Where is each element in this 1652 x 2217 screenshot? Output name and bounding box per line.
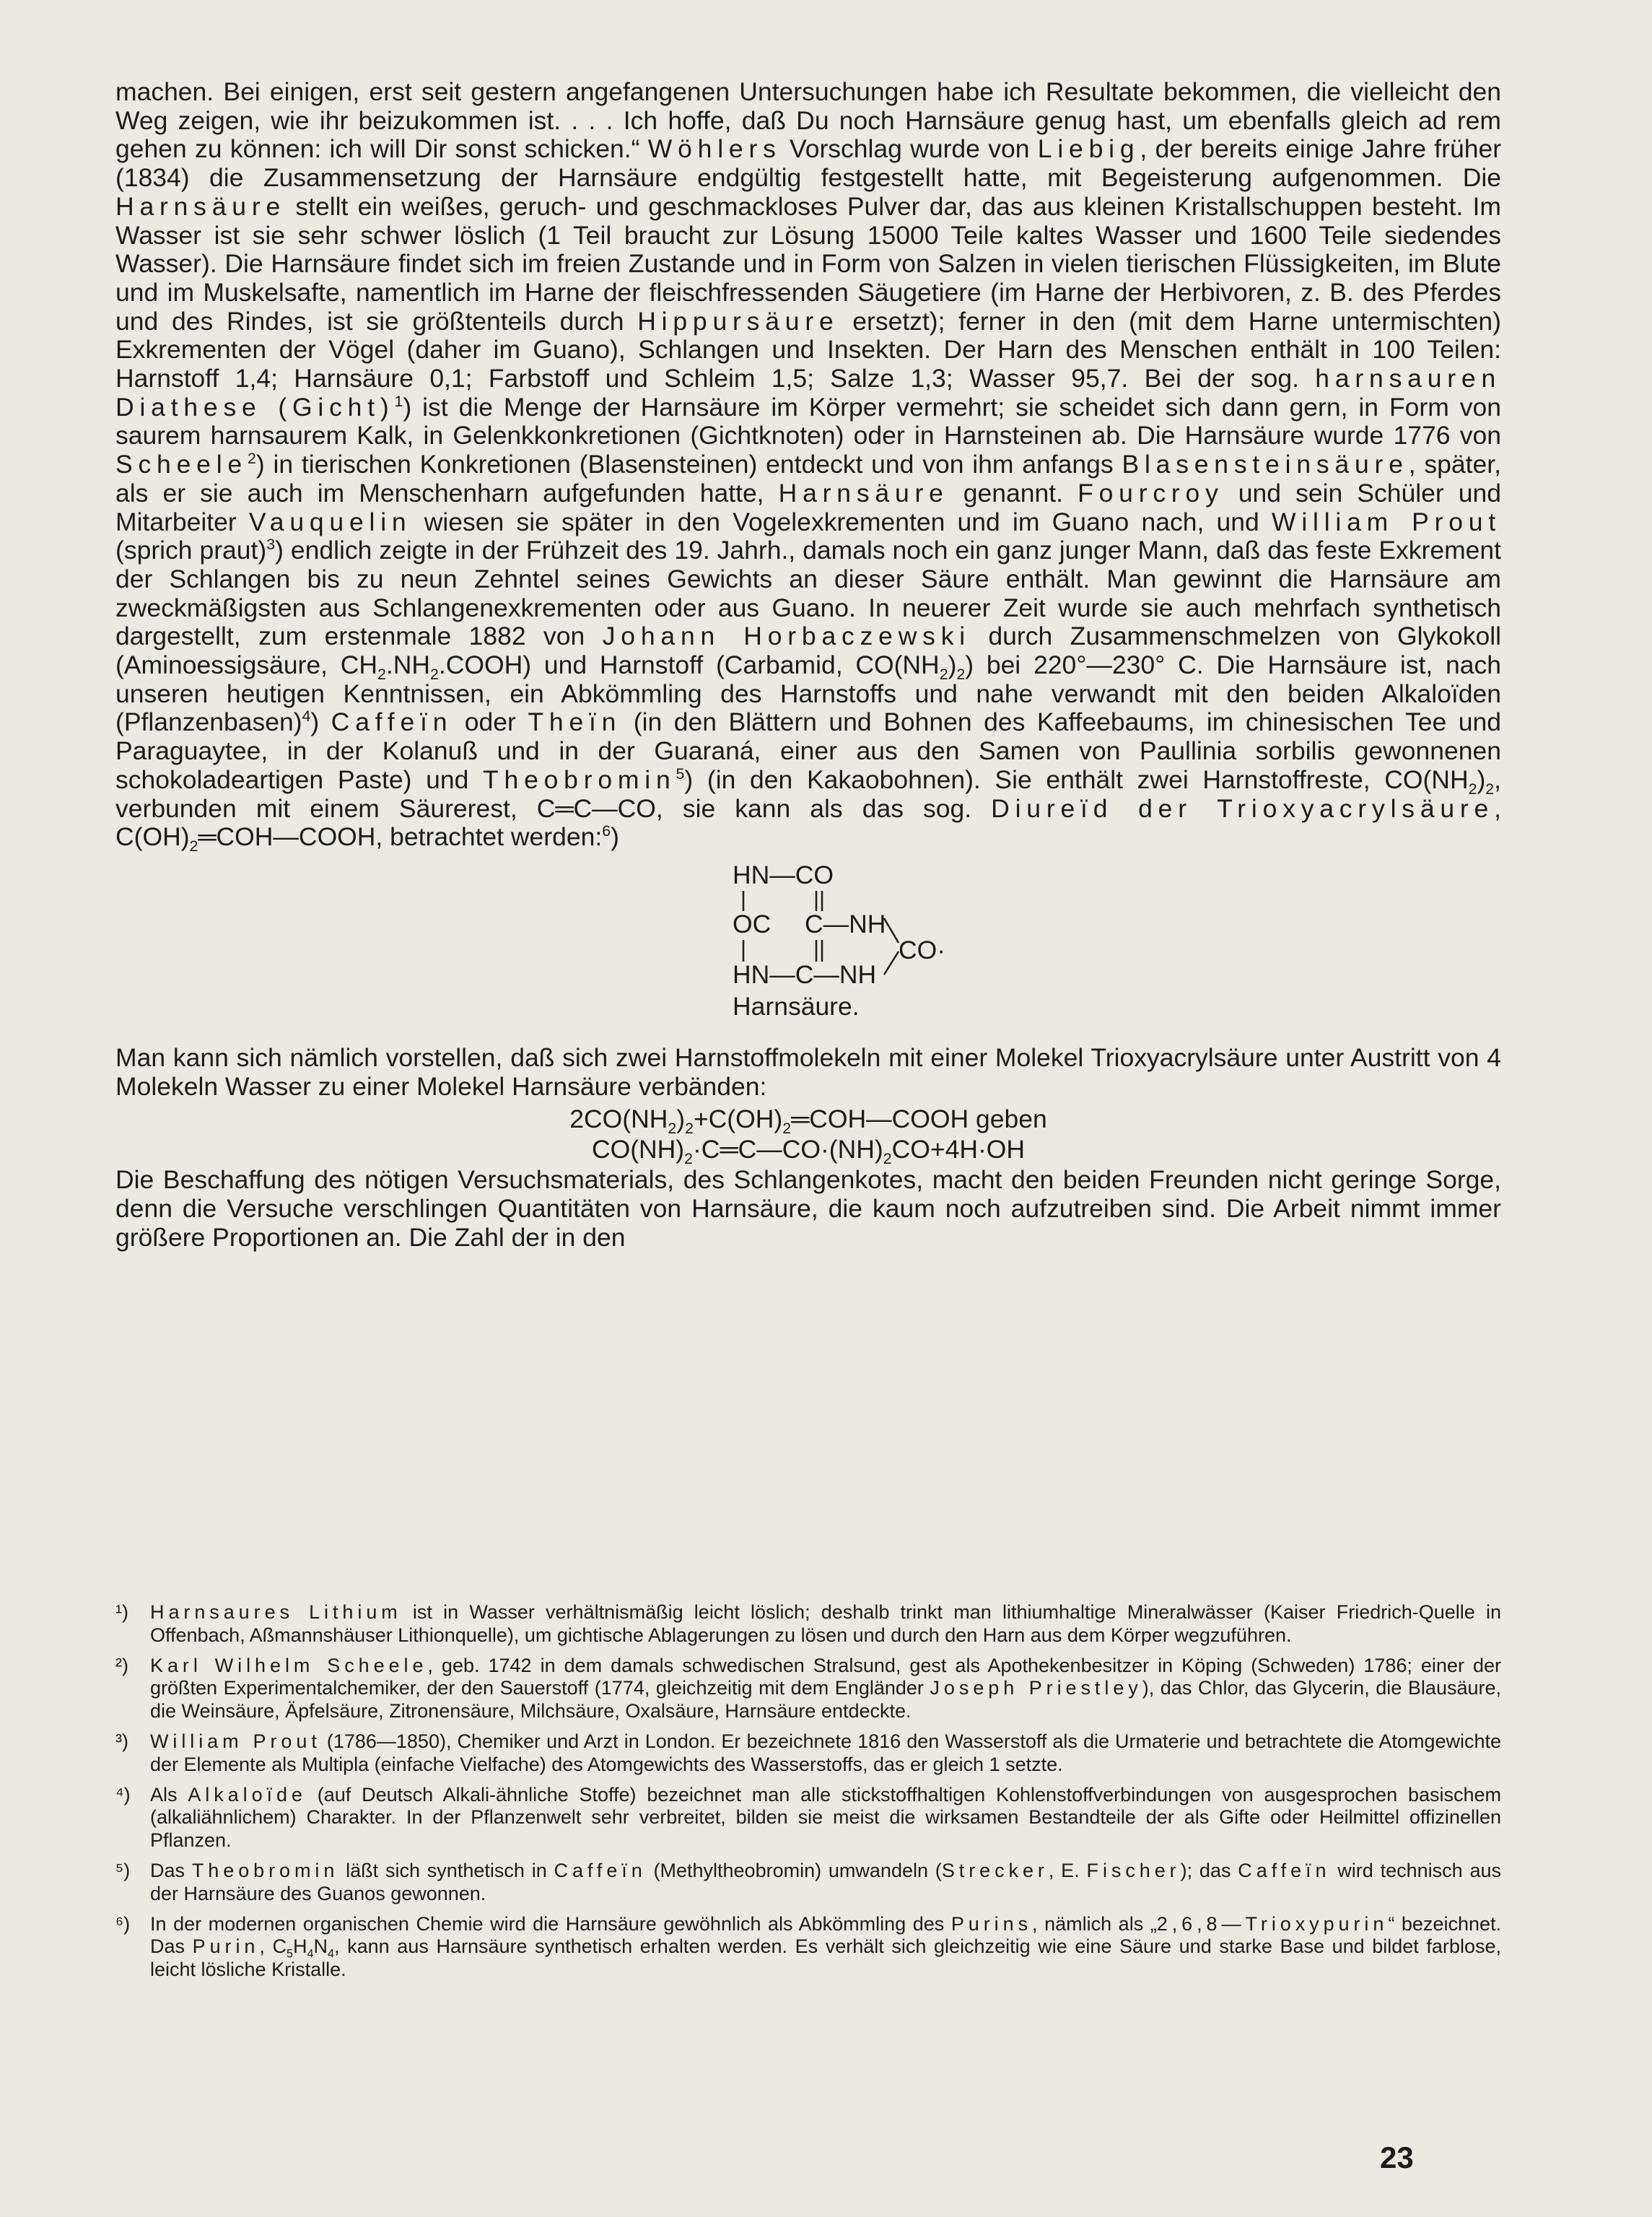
footnote-1: ¹) Harnsaures Lithium ist in Wasser verhältnismäßig leicht löslich; deshalb trinkt man lithiumhaltige Mineralwässer (Kaiser Friedrich-Quelle in Offenbach, Aßmannshäuser Lithionquelle), um gichtische Ablagerungen zu lösen und durch den Harn aus dem Körper wegzuführen. <box>115 1601 1501 1646</box>
bond-nh-co-top <box>884 918 899 943</box>
body-paragraph-2: Man kann sich nämlich vorstellen, daß sich zwei Harnstoffmolekeln mit einer Molekel Trioxyacrylsäure unter Austritt von 4 Molekeln Wasser zu einer Molekel Harnsäure verbänden: <box>115 1042 1501 1101</box>
term-caffein: Caffeïn <box>331 707 453 737</box>
footnote-ref-3: 3 <box>266 536 276 554</box>
footnote-ref-2: 2 <box>247 450 256 468</box>
footnote-5: ⁵) Das Theobromin läßt sich synthetisch in Caffeïn (Methyltheobromin) umwandeln (Strecker, E. Fischer); das Caffeïn wird technisch aus der Harnsäure des Guanos gewonnen. <box>115 1859 1502 1904</box>
footnote-ref-4: 4 <box>302 707 311 726</box>
term-diureid: Diureïd der Trioxyacrylsäure <box>991 793 1495 823</box>
equation-line-2: $CO(NH)_2\cdot C═C—CO\cdot(NH)_2CO+4H\cdot OH$ <box>591 1135 1026 1168</box>
term-thein: Theïn <box>528 707 622 737</box>
name-scheele: Scheele <box>115 450 248 479</box>
bond-nh-co-bottom <box>884 951 899 975</box>
formula-row-4: HN—C—NH <box>733 959 877 989</box>
footnote-3: ³) William Prout (1786—1850), Chemiker und Arzt in London. Er bezeichnete 1816 den Wasserstoff als die Urmaterie und betrachtete die Atomgewichte der Elemente als Multipla (einfache Vielfache) des Atomgewichts des Wasserstoffs, das er gleich 1 setzte. <box>115 1730 1501 1775</box>
name-woehler: Wöhlers <box>647 134 782 164</box>
body-paragraph-3: Die Beschaffung des nötigen Versuchsmaterials, des Schlangenkotes, macht den beiden Freunden nicht geringe Sorge, denn die Versuche verschlingen Quantitäten von Harnsäure, die kaum noch aufzutreiben sind. Die Arbeit nimmt immer größere Proportionen an. Die Zahl der in den <box>115 1165 1501 1252</box>
main-text <box>115 78 1501 1253</box>
footnote-4: ⁴) Als Alkaloïde (auf Deutsch Alkali-ähnliche Stoffe) bezeichnet man alle stickstoffhaltigen Kohlenstoffverbindungen von ausgesprochen basischem (alkaliähnlichem) Charakter. In der Pflanzenwelt sehr verbreitet, bilden sie meist die wirksamen Bestandteile der als Gifte oder Heilmittel offizinellen Pflanzen. <box>115 1783 1501 1852</box>
term-harnsaeure: Harnsäure <box>115 191 287 221</box>
term-blasensteinsaeure: Blasensteinsäure <box>1122 450 1409 479</box>
name-prout: William Prout <box>1272 507 1501 536</box>
term-theobromin: Theobromin <box>483 765 676 794</box>
reaction-equation <box>115 1104 1501 1168</box>
formula-row-3: CO· <box>899 935 946 964</box>
uric-acid-structural-formula <box>115 856 1501 1042</box>
page-number: 23 <box>1380 2140 1414 2174</box>
term-harnsaeure-2: Harnsäure <box>778 478 949 508</box>
footnote-ref-6: 6 <box>602 822 611 840</box>
footnotes <box>115 1601 1501 1989</box>
name-horbaczewski: Johann Horbaczewski <box>602 622 971 651</box>
term-diathese: harnsauren Diathese (Gicht) <box>115 364 1501 422</box>
equation-line-1: $2CO(NH_2)_2+C(OH)_2═COH—COOH$ geben <box>569 1105 1047 1138</box>
formula-row-1: HN—CO <box>733 860 834 889</box>
name-fourcroy: Fourcroy <box>1078 478 1224 508</box>
formula-row-2a: OC <box>733 909 772 938</box>
footnote-2: ²) Karl Wilhelm Scheele, geb. 1742 in dem damals schwedischen Stralsund, gest als Apothekenbesitzer in Köping (Schweden) 1786; einer der größten Experimentalchemiker, der den Sauerstoff (1774, gleichzeitig mit dem Engländer Joseph Priestley), das Chlor, das Glycerin, die Blausäure, die Weinsäure, Äpfelsäure, Zitronensäure, Milchsäure, Oxalsäure, Harnsäure entdeckte. <box>115 1654 1501 1722</box>
formula-row-2b: C—NH <box>805 909 886 938</box>
name-vauquelin: Vauquelin <box>248 507 412 536</box>
footnote-ref-5: 5 <box>676 765 685 783</box>
formula-caption: Harnsäure. <box>733 991 860 1021</box>
footnote-6: ⁶) In der modernen organischen Chemie wird die Harnsäure gewöhnlich als Abkömmling des Purins, nämlich als „2,6,8—Trioxypurin“ bezeichnet. Das Purin, $C_5H_4N_4$, kann aus Harnsäure synthetisch erhalten werden. Es verhält sich gleichzeitig wie eine Säure und starke Base und bildet farblose, leicht lösliche Kristalle. <box>115 1912 1501 1981</box>
body-paragraph-1: machen. Bei einigen, erst seit gestern angefangenen Untersuchungen habe ich Resultate bekommen, die vielleicht den Weg zeigen, wie ihr beizukommen ist. . . . Ich hoffe, daß Du noch Harnsäure genug hast, um ebenfalls gleich ad rem gehen zu können: ich will Dir sonst schicken.“ Wöhlers Vorschlag wurde von Liebig, der bereits einige Jahre früher (1834) die Zusammensetzung der Harnsäure endgültig festgestellt hatte, mit Begeisterung aufgenommen. Die Harnsäure stellt ein weißes, geruch- und geschmackloses Pulver dar, das aus kleinen Kristallschuppen besteht. Im Wasser ist sie sehr schwer löslich (1 Teil braucht zur Lösung 15000 Teile kaltes Wasser und 1600 Teile siedendes Wasser). Die Harnsäure findet sich im freien Zustande und in Form von Salzen in vielen tierischen Flüssigkeiten, im Blute und im Muskelsafte, namentlich im Harne der fleischfressenden Säugetiere (im Harne der Herbivoren, z. B. des Pferdes und des Rindes, ist sie größtenteils durch Hippursäure ersetzt); ferner in den (mit dem Harne untermischten) Exkrementen der Vögel (daher im Guano), Schlangen und Insekten. Der Harn des Menschen enthält in 100 Teilen: Harnstoff 1,4; Harnsäure 0,1; Farbstoff und Schleim 1,5; Salze 1,3; Wasser 95,7. Bei der sog. harnsauren Diathese (Gicht)$^1$) ist die Menge der Harnsäure im Körper vermehrt; sie scheidet sich dann gern, in Form von saurem harnsaurem Kalk, in Gelenkkonkretionen (Gichtknoten) oder in Harnsteinen ab. Die Harnsäure wurde 1776 von Scheele$^2$) in tierischen Konkretionen (Blasensteinen) entdeckt und von ihm anfangs Blasensteinsäure, später, als er sie auch im Menschenharn aufgefunden hatte, Harnsäure genannt. Fourcroy und sein Schüler und Mitarbeiter Vauquelin wiesen sie später in den Vogelexkrementen und im Guano nach, und William Prout (sprich praut)$^3$) endlich zeigte in der Frühzeit des 19. Jahrh., damals noch ein ganz junger Mann, daß das feste Exkrement der Schlangen bis zu neun Zehntel seines Gewichts an dieser Säure enthält. Man gewinnt die Harnsäure am zweckmäßigsten aus Schlangenexkrementen oder aus Guano. In neuerer Zeit wurde sie auch mehrfach synthetisch dargestellt, zum erstenmale 1882 von Johann Horbaczewski durch Zusammenschmelzen von Glykokoll (Aminoessigsäure, $CH_2.NH_2.COOH$) und Harnstoff (Carbamid, $CO(NH_2)_2$) bei 220°—230° C. Die Harnsäure ist, nach unseren heutigen Kenntnissen, ein Abkömmling des Harnstoffs und nahe verwandt mit den beiden Alkaloïden (Pflanzenbasen)$^4$) Caffeïn oder Theïn (in den Blättern und Bohnen des Kaffeebaums, im chinesischen Tee und Paraguaytee, in der Kolanuß und in der Guaraná, einer aus den Samen von Paullinia sorbilis gewonnenen schokoladeartigen Paste) und Theobromin$^5$) (in den Kakaobohnen). Sie enthält zwei Harnstoffreste, $CO(NH_2)_2$, verbunden mit einem Säurerest, C═C—CO, sie kann als das sog. Diureïd der Trioxyacrylsäure, $C(OH)_2═COH—COOH$, betrachtet werden:$^6$) <box>115 77 1502 855</box>
name-liebig: Liebig <box>1037 134 1140 164</box>
structural-formula-svg <box>115 856 1501 1042</box>
footnote-ref-1: 1 <box>394 392 403 410</box>
term-hippursaeure: Hippursäure <box>637 306 839 336</box>
